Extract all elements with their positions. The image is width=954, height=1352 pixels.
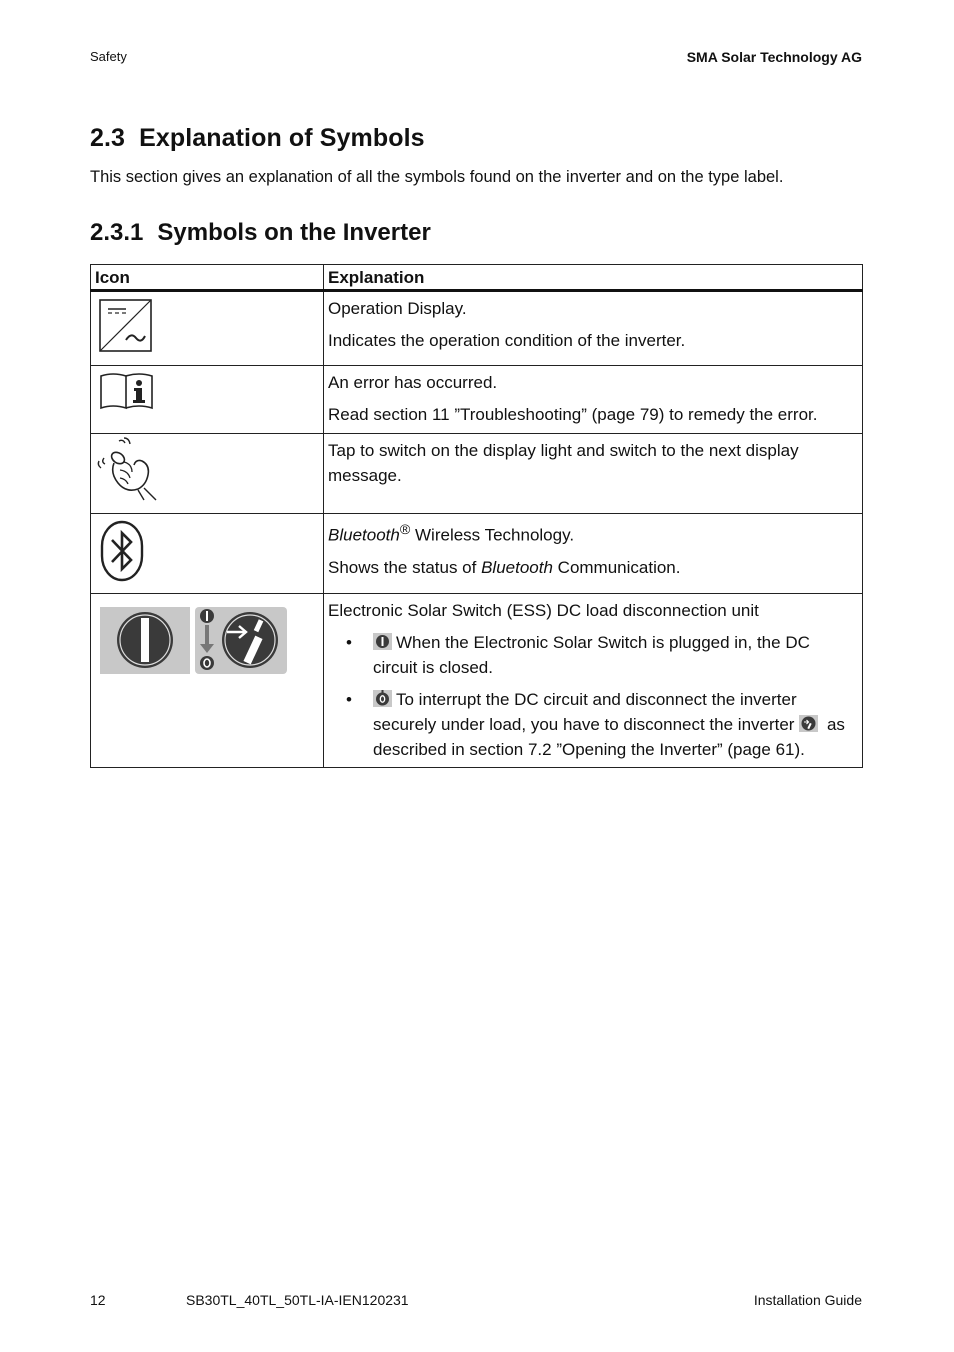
list-item bbox=[328, 630, 858, 680]
dc-ac-inverter-icon bbox=[99, 298, 153, 354]
bullet-text: To interrupt the DC circuit and disconnect the inverter securely under load, you have to disconnect the inverter bbox=[373, 690, 797, 734]
bullet-text: as described in section 7.2 ”Opening the Inverter” (page 61). bbox=[373, 715, 845, 759]
bluetooth-rest: Wireless Technology. bbox=[410, 525, 575, 545]
explanation-cell bbox=[324, 366, 863, 434]
ess-switch-icon bbox=[99, 606, 289, 676]
intro-paragraph: This section gives an explanation of all the symbols found on the inverter and on the type label. bbox=[90, 168, 784, 186]
table-row bbox=[91, 514, 863, 594]
bluetooth-word: Bluetooth bbox=[328, 525, 400, 545]
status-post: Communication. bbox=[552, 557, 681, 577]
section-heading bbox=[90, 124, 425, 153]
explanation-cell bbox=[324, 291, 863, 366]
explanation-cell bbox=[324, 434, 863, 514]
bluetooth-icon bbox=[99, 520, 145, 582]
list-item bbox=[328, 687, 858, 762]
table-header-row bbox=[91, 265, 863, 291]
bullet-dot: • bbox=[346, 633, 352, 652]
symbols-table bbox=[90, 264, 863, 768]
footer-page-number: 12 bbox=[90, 1292, 106, 1308]
status-italic: Bluetooth bbox=[481, 557, 553, 577]
subsection-heading bbox=[90, 219, 431, 247]
bullet-text: When the Electronic Solar Switch is plugged in, the DC circuit is closed. bbox=[373, 633, 810, 677]
icon-cell bbox=[91, 291, 324, 366]
bullet-dot: • bbox=[346, 690, 352, 709]
bullet-list bbox=[328, 630, 858, 762]
footer-doc-id: SB30TL_40TL_50TL-IA-IEN120231 bbox=[186, 1292, 409, 1308]
table-row bbox=[91, 594, 863, 768]
manual-info-icon bbox=[99, 372, 155, 410]
header-section-label: Safety bbox=[90, 49, 127, 64]
icon-cell bbox=[91, 594, 324, 768]
subsection-number: 2.3.1 bbox=[90, 219, 144, 246]
header-company: SMA Solar Technology AG bbox=[686, 49, 862, 65]
disconnect-inverter-icon bbox=[799, 715, 818, 732]
icon-cell bbox=[91, 366, 324, 434]
status-pre: Shows the status of bbox=[328, 557, 482, 577]
icon-cell bbox=[91, 434, 324, 514]
explanation-line: Operation Display. bbox=[328, 299, 467, 318]
explanation-cell bbox=[324, 594, 863, 768]
explanation-line: Tap to switch on the display light and switch to the next display message. bbox=[328, 441, 799, 485]
explanation-line bbox=[328, 518, 858, 548]
registered-mark: ® bbox=[399, 522, 411, 538]
table-row bbox=[91, 366, 863, 434]
col-explanation-header: Explanation bbox=[324, 265, 863, 291]
footer-guide-title: Installation Guide bbox=[753, 1292, 862, 1308]
explanation-line: Electronic Solar Switch (ESS) DC load disconnection unit bbox=[328, 601, 759, 620]
tap-hand-icon bbox=[94, 436, 160, 502]
col-icon-header: Icon bbox=[91, 265, 324, 291]
table-row bbox=[91, 434, 863, 514]
switch-on-icon bbox=[373, 633, 392, 650]
explanation-line bbox=[328, 555, 858, 580]
explanation-cell bbox=[324, 514, 863, 594]
subsection-title: Symbols on the Inverter bbox=[157, 219, 431, 246]
explanation-line: Indicates the operation condition of the inverter. bbox=[328, 331, 686, 350]
explanation-line: An error has occurred. bbox=[328, 373, 498, 392]
switch-off-icon bbox=[373, 690, 392, 707]
section-number: 2.3 bbox=[90, 124, 126, 152]
explanation-line: Read section 11 ”Troubleshooting” (page 79) to remedy the error. bbox=[328, 405, 818, 424]
section-title: Explanation of Symbols bbox=[139, 124, 425, 152]
icon-cell bbox=[91, 514, 324, 594]
table-row bbox=[91, 291, 863, 366]
